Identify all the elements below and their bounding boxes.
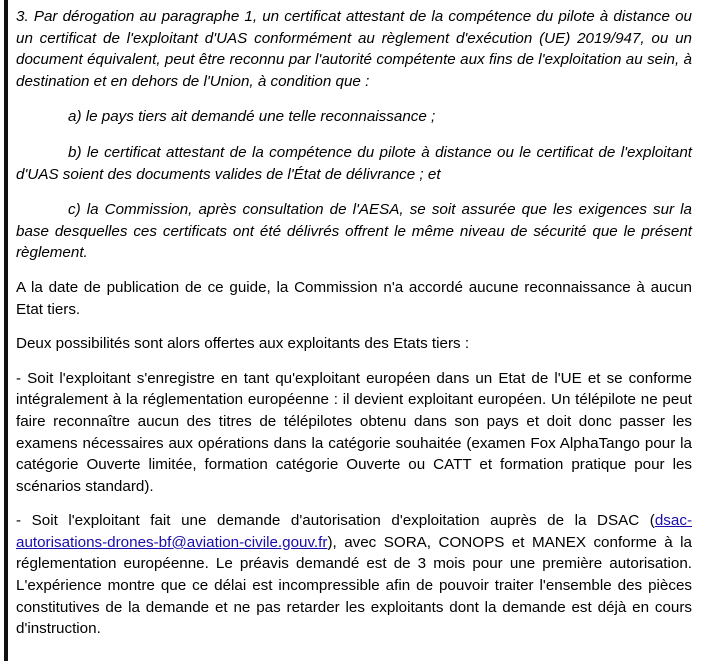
option-1-paragraph: - Soit l'exploitant s'enregistre en tant qu'exploitant européen dans un Etat de l'UE et se conforme intégralement à la réglementation européenne : il devient exploitant européen. Un télépilote ne peut faire reconnaître aucun des titres de télépilotes obtenu dans son pays et doit donc passer les examens nécessaires aux opérations dans la catégorie souhaitée (examen Fox AlphaTango pour la catégorie Ouverte limitée, formation catégorie Ouverte ou CATT et formation pratique pour les scénarios standard).	[16, 369, 692, 495]
quoted-condition-b: b) le certificat attestant de la compétence du pilote à distance ou le certificat de l'exploitant d'UAS soient des documents valides de l'État de délivrance ; et	[16, 143, 692, 183]
option-2-text-before: - Soit l'exploitant fait une demande d'autorisation d'exploitation auprès de la DSAC (	[16, 512, 655, 530]
quoted-regulation-paragraph-3: 3. Par dérogation au paragraphe 1, un certificat attestant de la compétence du pilote à distance ou un certificat de l'exploitant d'UAS conformément au règlement d'exécution (UE) 2019/947, ou un document équivalent, peut être reconnu par l'autorité compétente aux fins de l'exploitation au sein, à destination et en dehors de l'Union, à condition que :	[16, 8, 692, 90]
dsac-email-link[interactable]: dsac-autorisations-drones-bf@aviation-civile.gouv.fr	[16, 512, 692, 551]
left-margin-rule	[4, 0, 8, 661]
quoted-condition-c: c) la Commission, après consultation de l'AESA, se soit assurée que les exigences sur la base desquelles ces certificats ont été délivrés offrent le même niveau de sécurité que le présent règlement.	[16, 201, 692, 262]
recognition-status-paragraph: A la date de publication de ce guide, la Commission n'a accordé aucune reconnaissance à aucun Etat tiers.	[16, 278, 692, 318]
document-body	[16, 6, 692, 640]
option-2-text-after: ), avec SORA, CONOPS et MANEX conforme à la réglementation européenne. Le préavis demandé est de 3 mois pour une première autorisation. L'expérience montre que ce délai est incompressible afin de pouvoir traiter l'ensemble des pièces constitutives de la demande et ne pas retarder les exploitants dont la demande est déjà en cours d'instruction.	[16, 533, 692, 638]
options-intro-paragraph: Deux possibilités sont alors offertes aux exploitants des Etats tiers :	[16, 335, 470, 353]
quoted-condition-a: a) le pays tiers ait demandé une telle reconnaissance ;	[68, 108, 436, 126]
option-2-paragraph	[16, 510, 692, 640]
